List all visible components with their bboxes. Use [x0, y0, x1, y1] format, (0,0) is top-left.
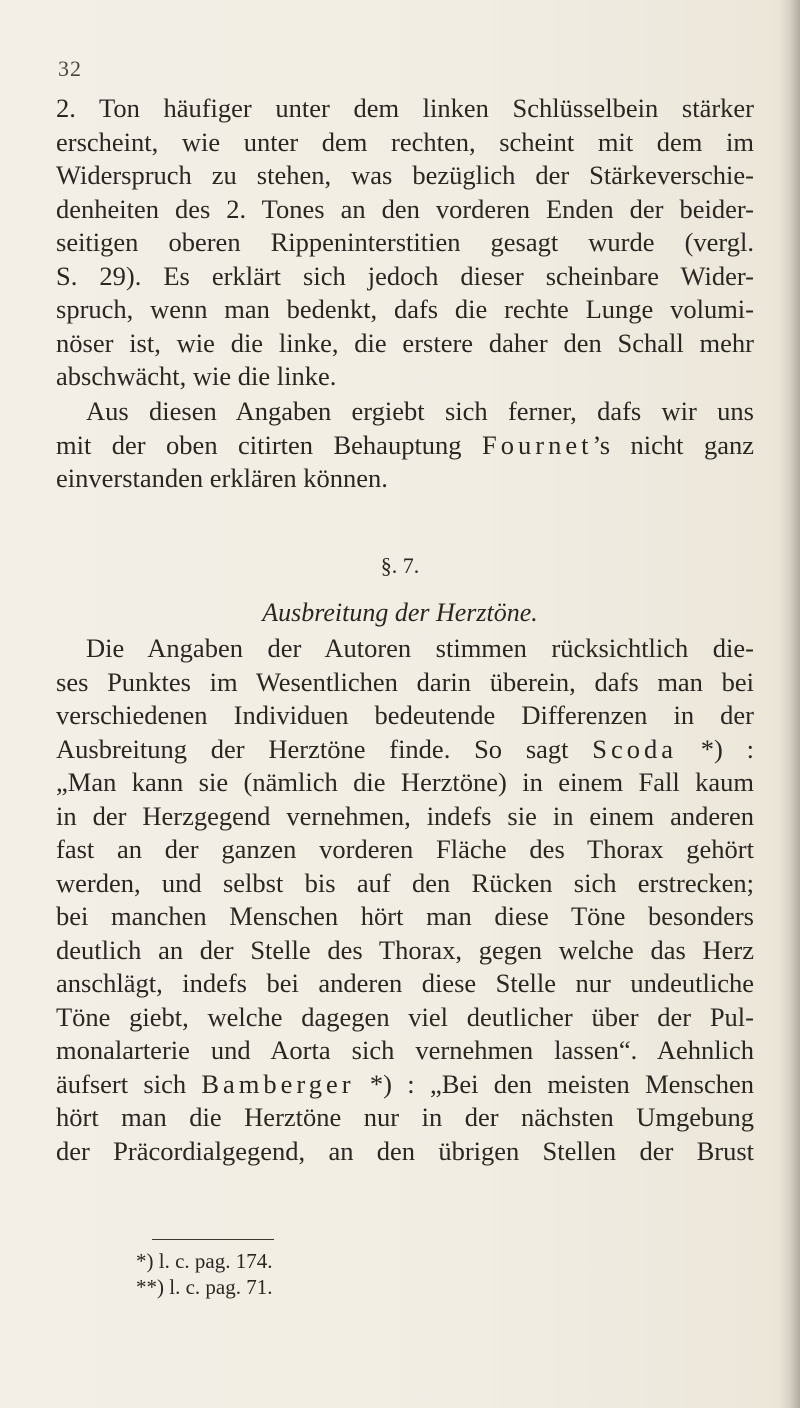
text-line: einverstanden erklären können. [56, 463, 388, 493]
section-number: §. 7. [380, 553, 420, 578]
text-line: deutlich an der Stelle des Thorax, gegen welche das Herz [56, 934, 754, 965]
text-line: fast an der ganzen vorderen Fläche des Thorax gehört [56, 834, 754, 864]
text-line [56, 733, 754, 767]
text-line: werden, und selbst bis auf den Rücken sich erstrecken; [56, 867, 754, 898]
text-line: „Man kann sie (nämlich die Herztöne) in einem Fall kaum [56, 767, 754, 797]
text-line: ses Punktes im Wesentlichen darin überein, dafs man bei [56, 666, 754, 697]
text-line: nöser ist, wie die linke, die erstere daher den Schall mehr [56, 327, 754, 358]
text-line: in der Herzgegend vernehmen, indefs sie in einem anderen [56, 800, 754, 831]
text-line: bei manchen Menschen hört man diese Töne besonders [56, 901, 754, 931]
text-segment: *) : „Bei den meisten Menschen [354, 1068, 754, 1099]
text-line: spruch, wenn man bedenkt, dafs die rechte Lunge volumi- [56, 294, 754, 324]
paragraph-2 [56, 395, 754, 496]
section-title: Ausbreitung der Herztöne. [262, 598, 538, 627]
text-line: Aus diesen Angaben ergiebt sich ferner, dafs wir uns [86, 396, 754, 426]
text-line: anschlägt, indefs bei anderen diese Stelle nur undeutliche [56, 968, 754, 998]
paragraph-1 [56, 92, 754, 394]
page-number: 32 [58, 56, 82, 81]
footnote: **) l. c. pag. 71. [136, 1275, 273, 1299]
footnote: *) l. c. pag. 174. [136, 1249, 273, 1273]
text-line: der Präcordialgegend, an den übrigen Stellen der Brust [56, 1135, 754, 1166]
text-line [56, 429, 754, 463]
text-line: hört man die Herztöne nur in der nächsten Umgebung [56, 1102, 754, 1132]
text-line: monalarterie und Aorta sich vernehmen lassen“. Aehnlich [56, 1035, 754, 1065]
author-name: Fournet [482, 429, 593, 460]
text-line: 2. Ton häufiger unter dem linken Schlüsselbein stärker [56, 93, 754, 123]
text-line: denheiten des 2. Tones an den vorderen Enden der beider- [56, 193, 754, 224]
author-name: Bamberger [201, 1068, 355, 1099]
text-line: erscheint, wie unter dem rechten, scheint mit dem im [56, 126, 754, 157]
page-edge-shadow [778, 0, 800, 1408]
text-segment: mit der oben citirten Behauptung [56, 429, 482, 460]
text-line: S. 29). Es erklärt sich jedoch dieser scheinbare Wider- [56, 260, 754, 291]
text-line: seitigen oberen Rippeninterstitien gesagt wurde (vergl. [56, 227, 754, 257]
text-line: Widerspruch zu stehen, was bezüglich der Stärkeverschie- [56, 160, 754, 190]
text-segment: Ausbreitung der Herztöne finde. So sagt [56, 733, 593, 764]
text-segment: äufsert sich [56, 1068, 202, 1099]
text-line: Die Angaben der Autoren stimmen rücksichtlich die- [86, 633, 754, 663]
paragraph-3 [56, 632, 754, 1168]
text-line [56, 1068, 754, 1102]
text-line: verschiedenen Individuen bedeutende Differenzen in der [56, 700, 754, 730]
author-name: Scoda [592, 733, 678, 764]
text-line: abschwächt, wie die linke. [56, 361, 337, 391]
text-segment: ’s nicht ganz [592, 429, 755, 460]
footnote-rule [152, 1239, 274, 1240]
footnotes [136, 1248, 272, 1300]
text-segment: *) : [677, 733, 755, 764]
text-line: Töne giebt, welche dagegen viel deutlicher über der Pul- [56, 1001, 754, 1032]
